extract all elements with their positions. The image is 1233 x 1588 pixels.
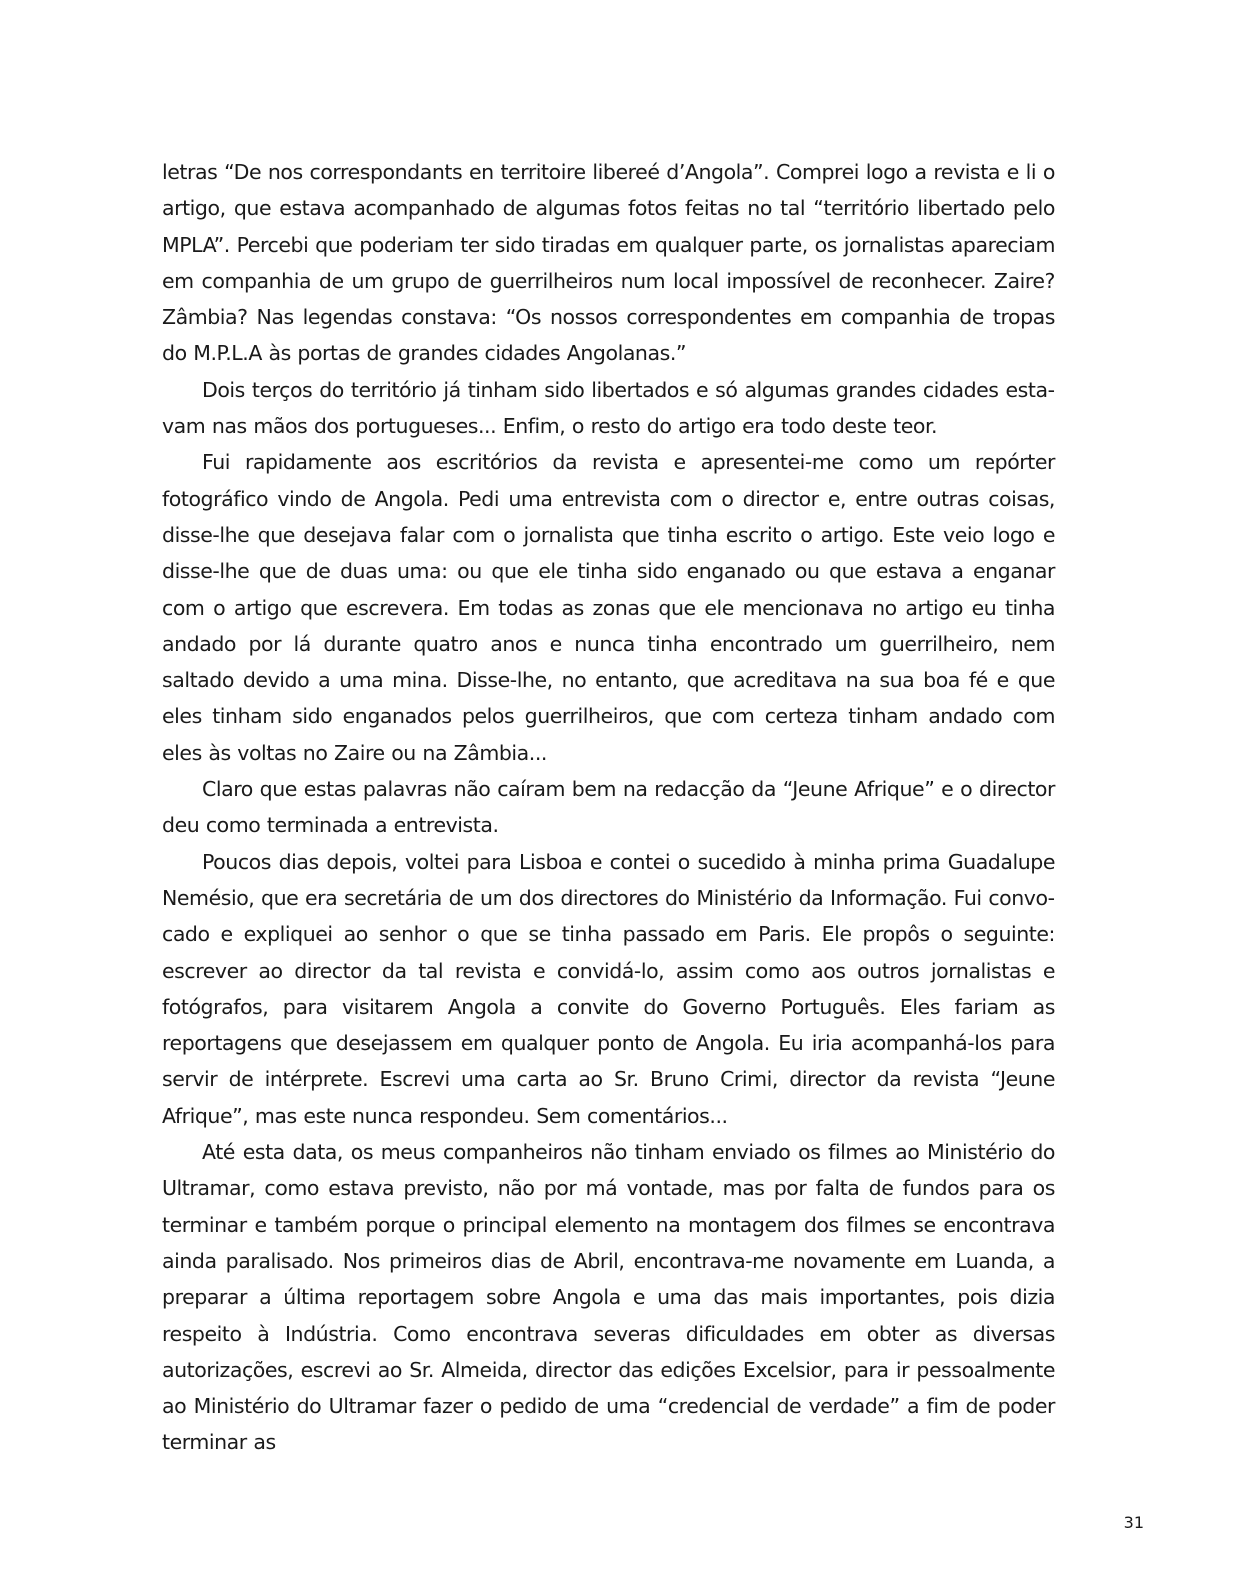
paragraph-6: Até esta data, os meus companheiros não tinham enviado os filmes ao Ministério do Ultramar, como estava previsto, não por má vontade, mas por falta de fundos para os terminar e também porque o principal elemento na montagem dos filmes se encontrava ainda paralisado. Nos primeiros dias de Abril, encontrava-me novamente em Luanda, a preparar a última reportagem sobre Angola e uma das mais importantes, pois dizia respeito à Indústria. Como encontrava severas dificuldades em obter as diversas autorizações, escrevi ao Sr. Almeida, director das edições Excelsior, para ir pessoalmente ao Ministério do Ultramar fazer o pedido de uma “credencial de verdade” a fim de poder terminar as (162, 1140, 1055, 1455)
page-number: 31 (1123, 1513, 1144, 1532)
paragraph-5: Poucos dias depois, voltei para Lisboa e contei o sucedido à minha prima Guadalupe Nemésio, que era secretária de um dos directores do Ministério da Informação. Fui convocado e expliquei ao senhor o que se tinha passado em Paris. Ele propôs o seguinte: escrever ao director da tal revista e convidá-lo, assim como aos outros jornalistas e fotógrafos, para visitarem Angola a convite do Governo Português. Eles fariam as reportagens que desejassem em qualquer ponto de Angola. Eu iria acompanhá-los para servir de intérprete. Escrevi uma carta ao Sr. Bruno Crimi, director da revista “Jeune Afrique”, mas este nunca respondeu. Sem comentários... (162, 849, 1055, 1128)
body-text (162, 154, 1055, 1461)
paragraph-2: Dois terços do território já tinham sido libertados e só algumas grandes cidades estavam nas mãos dos portugueses... Enfim, o resto do artigo era todo deste teor. (162, 377, 1055, 439)
paragraph-4: Claro que estas palavras não caíram bem na redacção da “Jeune Afrique” e o director deu como terminada a entrevista. (162, 777, 1055, 838)
paragraph-3: Fui rapidamente aos escritórios da revista e apresentei-me como um repórter fotográfico vindo de Angola. Pedi uma entrevista com o director e, entre outras coisas, disse-lhe que desejava falar com o jornalista que tinha escrito o artigo. Este veio logo e disse-lhe que de duas uma: ou que ele tinha sido enganado ou que estava a enganar com o artigo que escrevera. Em todas as zonas que ele mencionava no artigo eu tinha andado por lá durante quatro anos e nunca tinha encontrado um guerrilheiro, nem saltado devido a uma mina. Disse-lhe, no entanto, que acreditava na sua boa fé e que eles tinham sido enganados pelos guerrilheiros, que com certeza tinham andado com eles às voltas no Zaire ou na Zâmbia... (162, 450, 1055, 765)
paragraph-1: letras “De nos correspondants en territoire libereé d’Angola”. Comprei logo a revista e li o artigo, que estava acompanhado de algumas fotos feitas no tal “território libertado pelo MPLA”. Percebi que poderiam ter sido tiradas em qualquer parte, os jornalistas apareciam em companhia de um grupo de guerrilheiros num local impossível de reconhecer. Zaire? Zâmbia? Nas legendas constava: “Os nossos correspondentes em companhia de tropas do M.P.L.A às portas de grandes cidades Angolanas.” (162, 160, 1055, 366)
